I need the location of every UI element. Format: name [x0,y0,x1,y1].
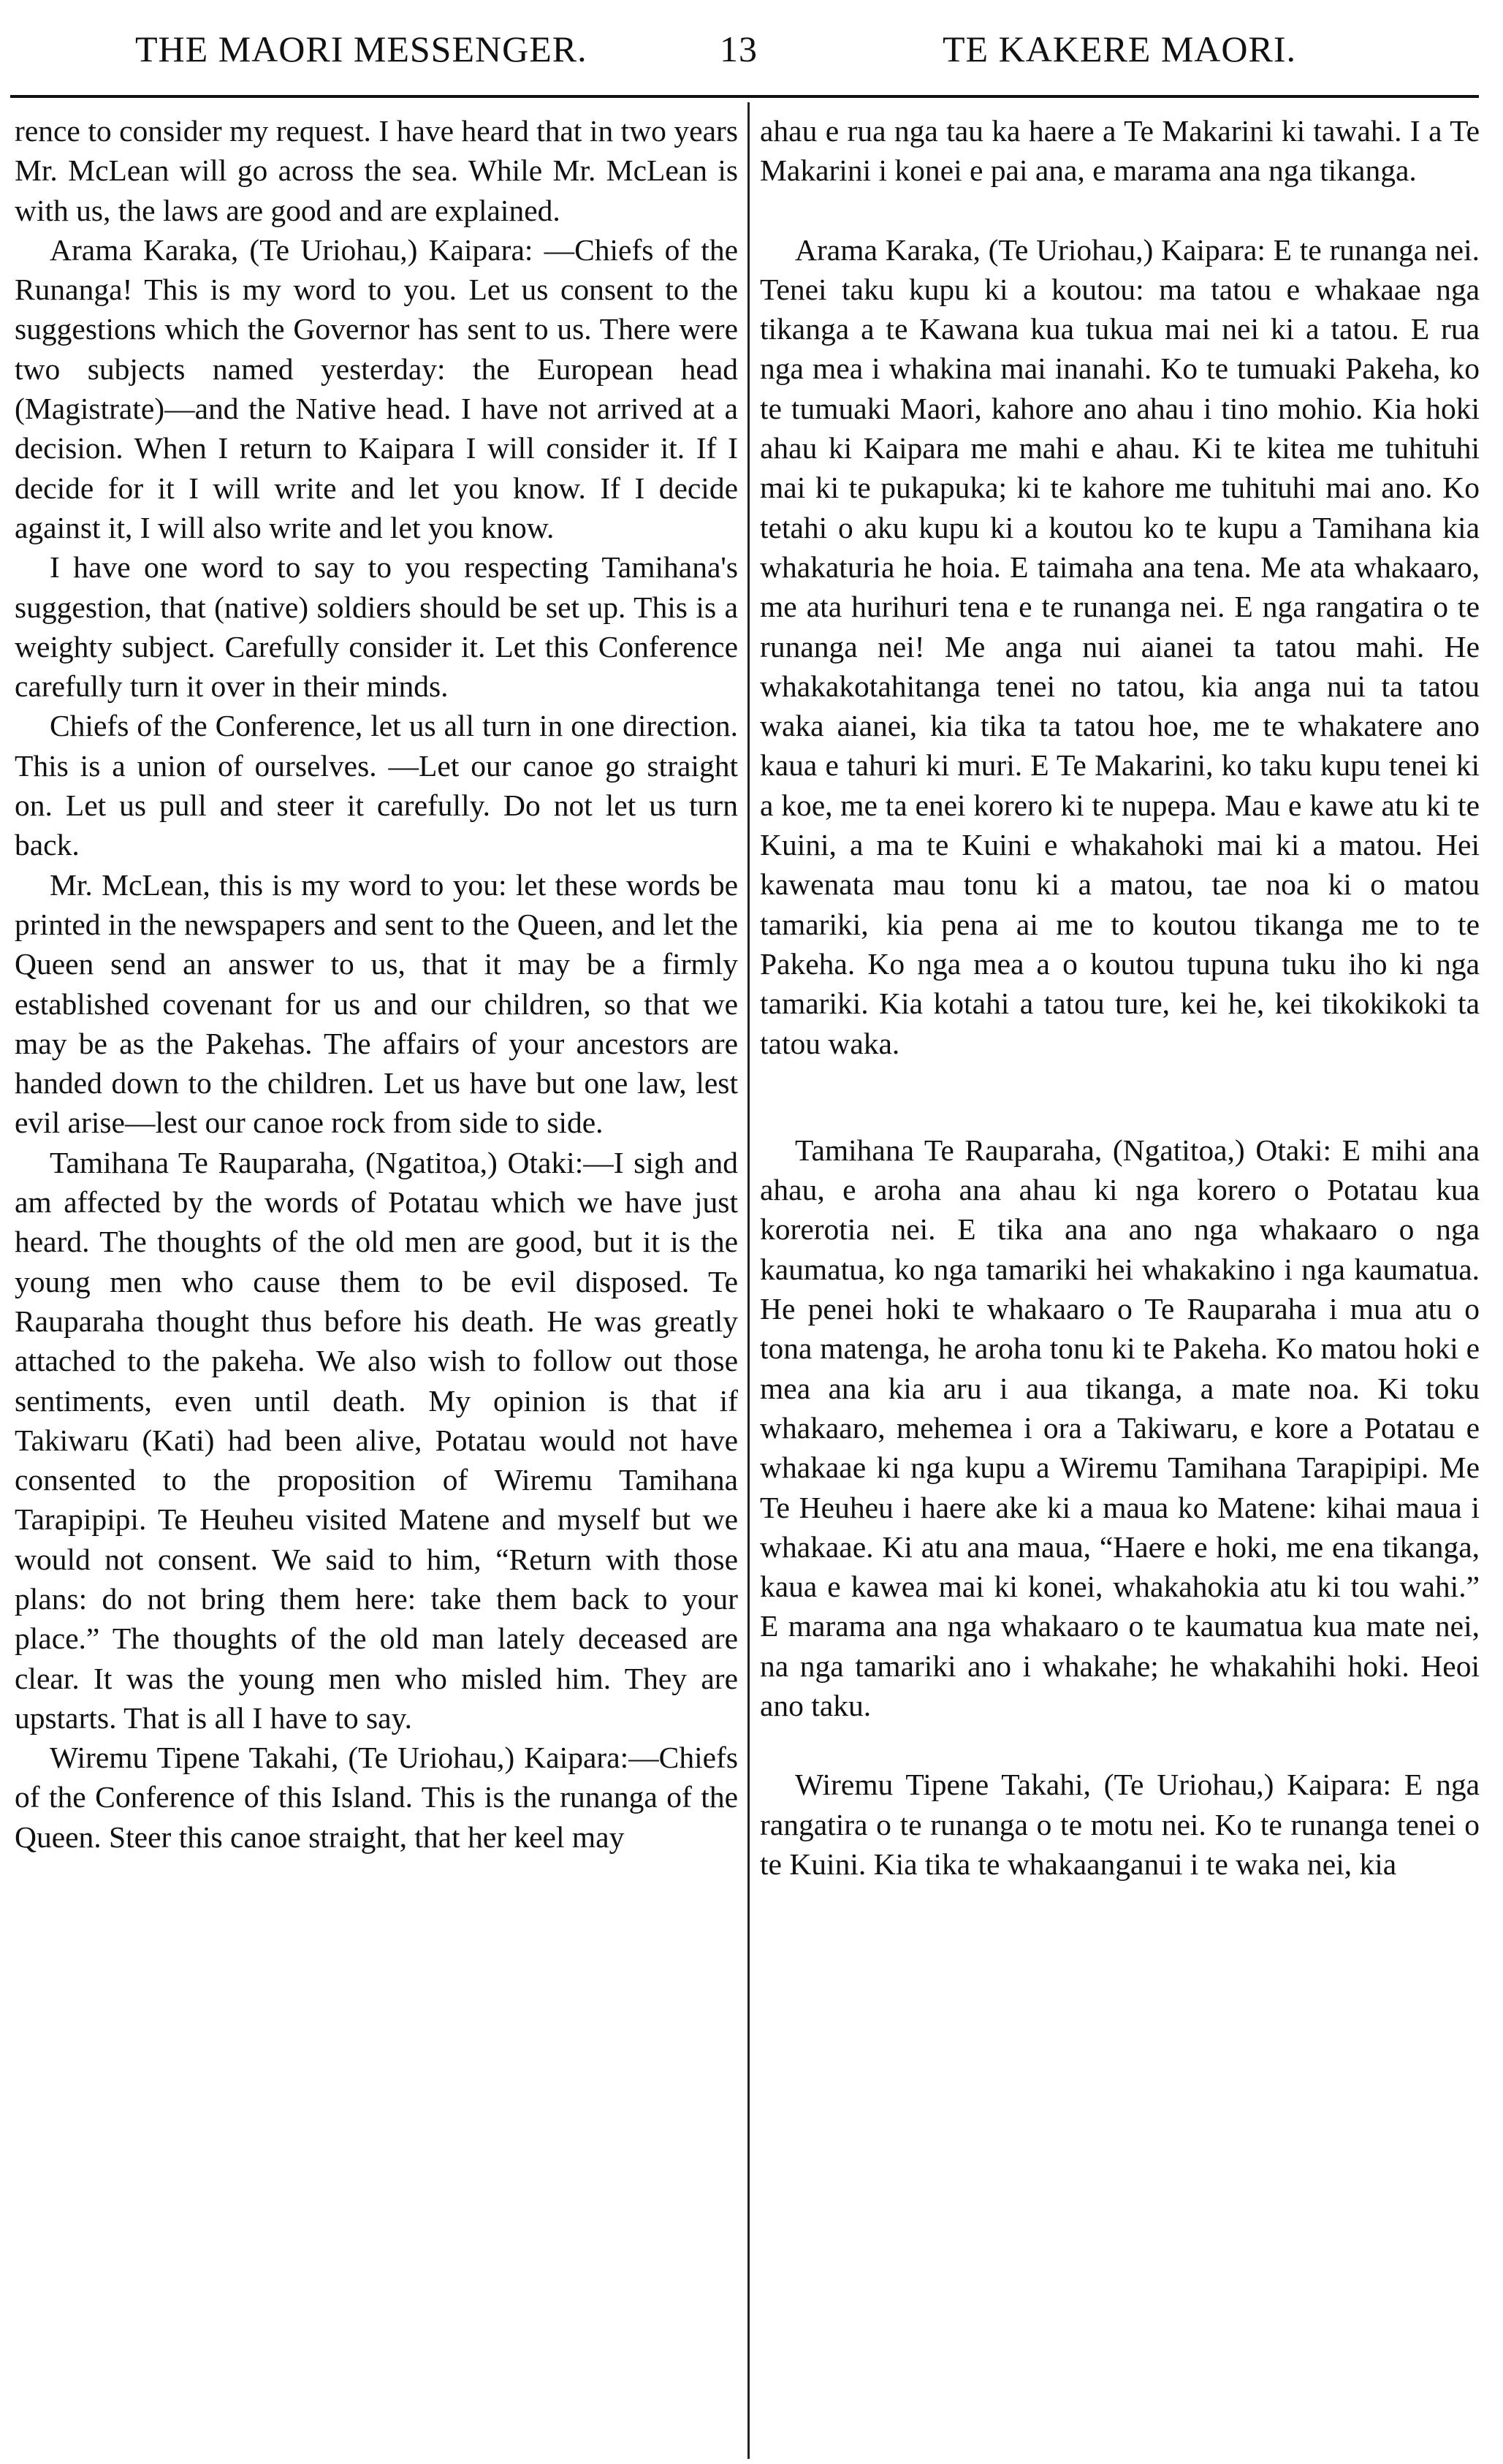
maori-paragraph: Wiremu Tipene Takahi, (Te Uriohau,) Kaipara: E nga rangatira o te runanga o te motu nei. Ko te runanga tenei o te Kuini. Kia tika te whakaanganui i te waka nei, kia [760,1768,1480,1881]
english-paragraph: Chiefs of the Conference, let us all turn in one direction. This is a union of ourselves. —Let our canoe go straight on. Let us pull and steer it carefully. Do not let us turn back. [15,709,738,862]
english-paragraph: rence to consider my request. I have heard that in two years Mr. McLean will go across the sea. While Mr. McLean is with us, the laws are good and are explained. [15,114,738,227]
page-number: 13 [720,28,758,69]
english-paragraph: I have one word to say to you respecting Tamihana's suggestion, that (native) soldiers should be set up. This is a weighty subject. Carefully consider it. Let this Conference carefully turn it over in their minds. [15,550,738,704]
paragraph-gap [760,191,1480,230]
english-column [15,111,738,2457]
paragraph-gap [760,1725,1480,1765]
paragraph-gap [760,1063,1480,1130]
english-paragraph: Arama Karaka, (Te Uriohau,) Kaipara: —Chiefs of the Runanga! This is my word to you. Let us consent to the suggestions which the Governor has sent to us. There were two subjects named yesterday: the European head (Magistrate)—and the Native head. I have not arrived at a decision. When I return to Kaipara I will consider it. If I decide for it I will write and let you know. If I decide against it, I will also write and let you know. [15,232,738,544]
header-maori-title: TE KAKERE MAORI. [943,28,1297,69]
header-rule [10,95,1479,98]
english-paragraph: Tamihana Te Rauparaha, (Ngatitoa,) Otaki:—I sigh and am affected by the words of Potatau which we have just heard. The thoughts of the old men are good, but it is the young men who cause them to be evil disposed. Te Rauparaha thought thus before his death. He was greatly attached to the pakeha. We also wish to follow out those sentiments, even until death. My opinion is that if Takiwaru (Kati) had been alive, Potatau would not have consented to the proposition of Wiremu Tamihana Tarapipipi. Te Heuheu visited Matene and myself but we would not consent. We said to him, “Return with those plans: do not bring them here: take them back to your place.” The thoughts of the old man lately deceased are clear. It was the young men who misled him. They are upstarts. That is all I have to say. [15,1145,738,1735]
english-paragraph: Wiremu Tipene Takahi, (Te Uriohau,) Kaipara:—Chiefs of the Conference of this Island. This is the runanga of the Queen. Steer this canoe straight, that her keel may [15,1741,738,1854]
page-header [0,0,1503,102]
header-english-title: THE MAORI MESSENGER. [135,28,587,69]
maori-column [760,111,1480,2457]
maori-paragraph: Tamihana Te Rauparaha, (Ngatitoa,) Otaki: E mihi ana ahau, e aroha ana ahau ki nga korero o Potatau kua korerotia nei. E tika ana ano nga whakaaro o nga kaumatua, ko nga tamariki hei whakakino i nga kaumatua. He penei hoki te whakaaro o Te Rauparaha i mua atu o tona matenga, he aroha tonu ki te Pakeha. Ko matou hoki e mea ana kia aru i aua tikanga, a mate noa. Ki toku whakaaro, mehemea i ora a Takiwaru, e kore a Potatau e whakaae ki nga kupu a Wiremu Tamihana Tarapipipi. Me Te Heuheu i haere ake ki a maua ko Matene: kihai maua i whakaae. Ki atu ana maua, “Haere e hoki, me ena tikanga, kaua e kawea mai ki konei, whakahokia atu ki tou wahi.” E marama ana nga whakaaro o te kaumatua kua mate nei, na nga tamariki ano i whakahe; he whakahihi hoki. Heoi ano taku. [760,1133,1480,1722]
column-divider [747,102,750,2459]
english-paragraph: Mr. McLean, this is my word to you: let these words be printed in the newspapers and sent to the Queen, and let the Queen send an answer to us, that it may be a firmly established covenant for us and our children, so that we may be as the Pakehas. The affairs of your ancestors are handed down to the children. Let us have but one law, lest evil arise—lest our canoe rock from side to side. [15,867,738,1140]
maori-paragraph: ahau e rua nga tau ka haere a Te Makarini ki tawahi. I a Te Makarini i konei e pai ana, e marama ana nga tikanga. [760,114,1480,188]
maori-paragraph: Arama Karaka, (Te Uriohau,) Kaipara: E te runanga nei. Tenei taku kupu ki a koutou: ma tatou e whakaae nga tikanga a te Kawana kua tukua mai nei ki a tatou. E rua nga mea i whakina mai inanahi. Ko te tumuaki Pakeha, ko te tumuaki Maori, kahore ano ahau i tino mohio. Kia hoki ahau ki Kaipara me mahi e ahau. Ki te kitea me tuhituhi mai ki te pukapuka; ki te kahore me tuhituhi mai ano. Ko tetahi o aku kupu ki a koutou ko te kupu a Tamihana kia whakaturia he hoia. E taimaha ana tena. Me ata whakaaro, me ata hurihuri tena e te runanga nei. E nga rangatira o te runanga nei! Me anga nui aianei ta tatou mahi. He whakakotahitanga tenei no tatou, kia anga nui ta tatou waka aianei, kia tika ta tatou hoe, me te whakatere ano kaua e tahuri ki muri. E Te Makarini, ko taku kupu tenei ki a koe, me ta enei korero ki te nupepa. Mau e kawe atu ki te Kuini, a ma te Kuini e whakahoki mai ki a matou. Hei kawenata mau tonu ki a matou, tae noa ki o matou tamariki, kia pena ai me to koutou tikanga me to te Pakeha. Ko nga mea a o koutou tupuna tuku iho ki nga tamariki. Kia kotahi a tatou ture, kei he, kei tikokikoki ta tatou waka. [760,232,1480,1060]
